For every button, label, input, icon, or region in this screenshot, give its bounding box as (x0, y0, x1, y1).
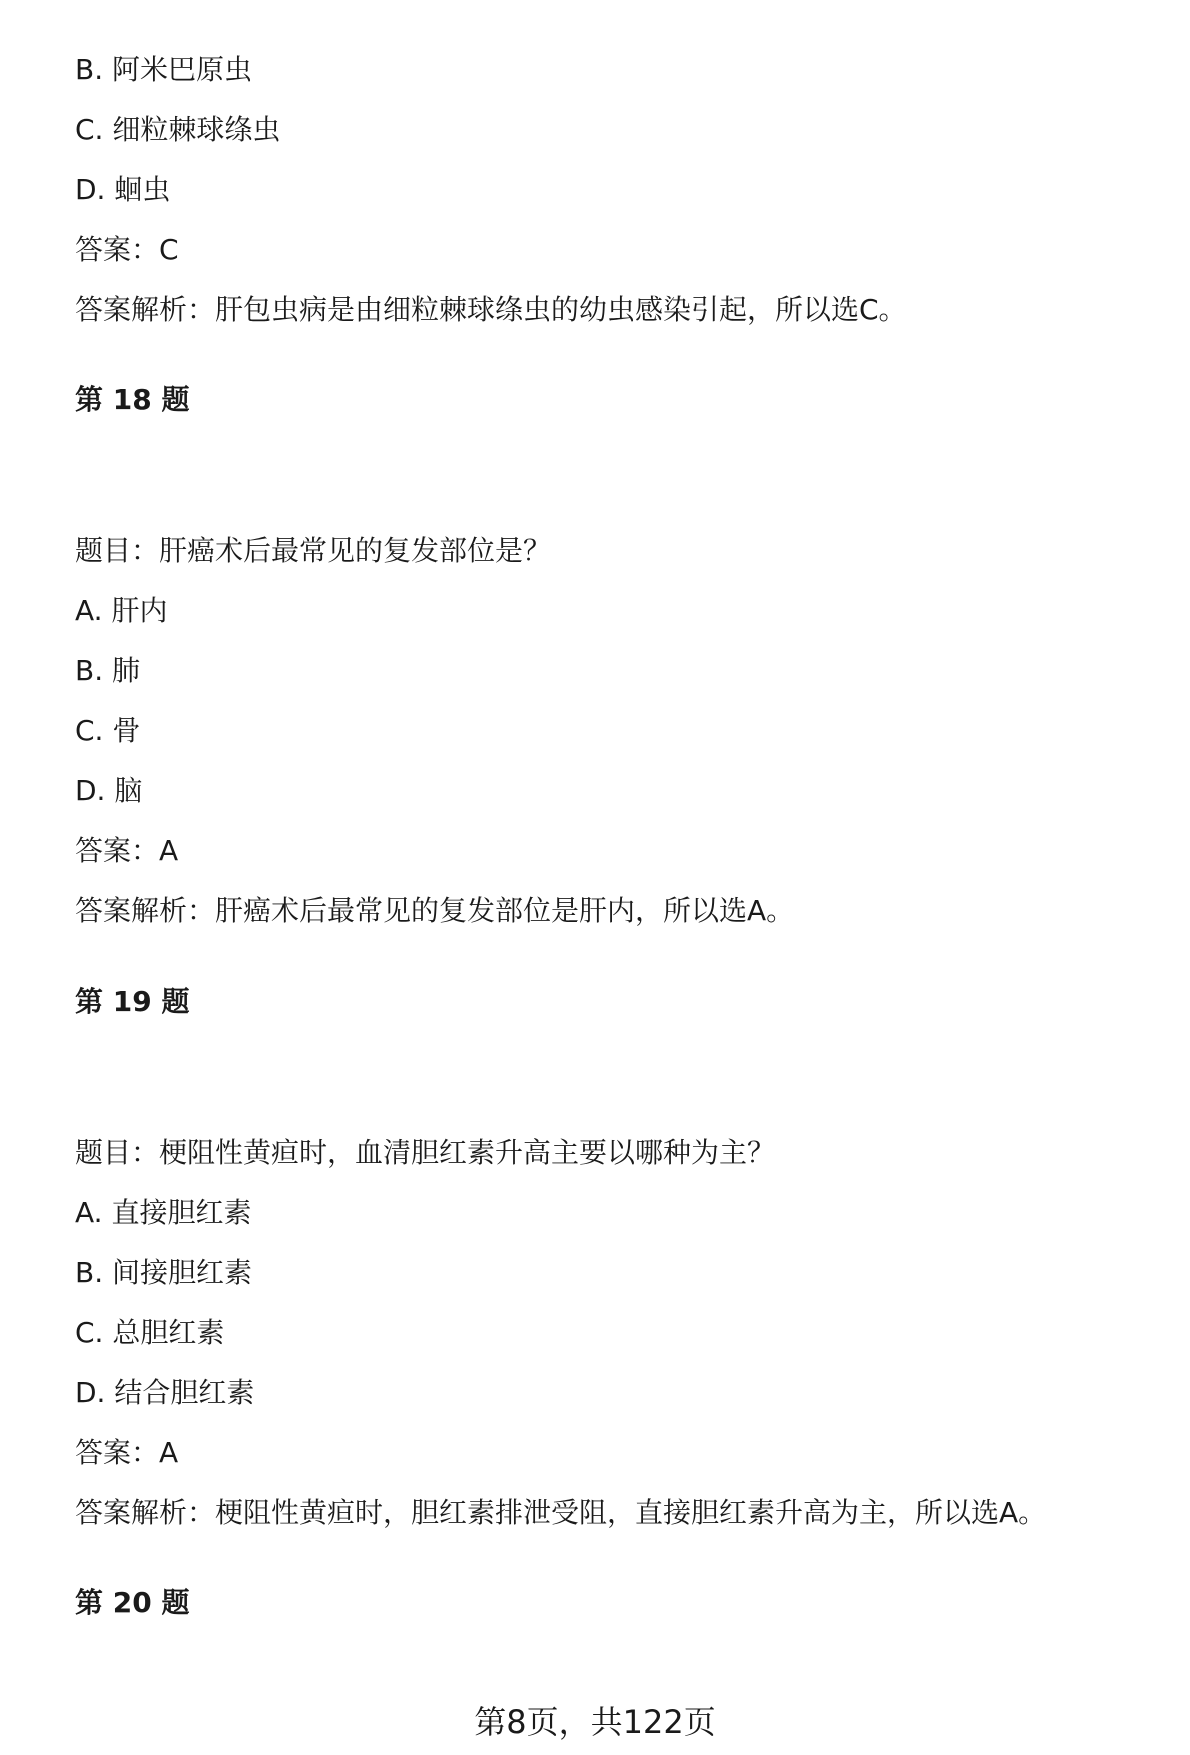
question-heading: 第 19 题 (75, 985, 190, 1018)
answer: 答案：A (75, 1436, 179, 1469)
option-b: B. 肺 (75, 654, 141, 687)
answer-explanation: 答案解析：肝包虫病是由细粒棘球绦虫的幼虫感染引起，所以选C。 (75, 293, 907, 326)
answer-explanation: 答案解析：梗阻性黄疸时，胆红素排泄受阻，直接胆红素升高为主，所以选A。 (75, 1496, 1047, 1529)
option-a: A. 直接胆红素 (75, 1196, 252, 1229)
question-heading: 第 18 题 (75, 383, 190, 416)
page-number: 第8页，共122页 (474, 1703, 716, 1741)
question-stem: 题目：肝癌术后最常见的复发部位是？ (75, 534, 552, 567)
option-d: D. 蛔虫 (75, 173, 171, 206)
option-c: C. 总胆红素 (75, 1316, 225, 1349)
question-stem: 题目：梗阻性黄疸时，血清胆红素升高主要以哪种为主？ (75, 1136, 776, 1169)
answer: 答案：C (75, 233, 179, 266)
answer: 答案：A (75, 834, 179, 867)
option-a: A. 肝内 (75, 594, 168, 627)
option-b: B. 阿米巴原虫 (75, 53, 253, 86)
option-c: C. 细粒棘球绦虫 (75, 113, 281, 146)
option-d: D. 结合胆红素 (75, 1376, 255, 1409)
question-heading: 第 20 题 (75, 1586, 190, 1619)
answer-explanation: 答案解析：肝癌术后最常见的复发部位是肝内，所以选A。 (75, 894, 795, 927)
option-c: C. 骨 (75, 714, 141, 747)
option-d: D. 脑 (75, 774, 143, 807)
option-b: B. 间接胆红素 (75, 1256, 253, 1289)
